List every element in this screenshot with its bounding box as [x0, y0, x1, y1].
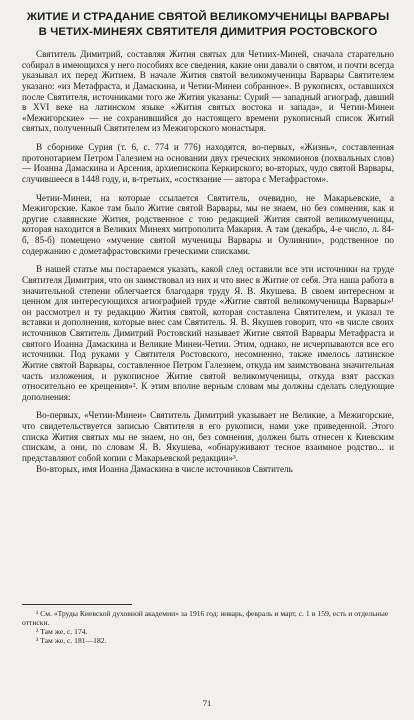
paragraph: Святитель Димитрий, составляя Жития святых для Четиих-Миней, сначала старательно собирал в имеющихся у него пособиях все сведения, какие они давали о святом, и почти всегда указывал их перед Житием. В начале Жития святой великомученицы Варвары Святителем указано: «из Метафраста, и Дамаскина, и Четии-Минеи собранное». В рукописях, оставшихся после Святителя, источниками того же Жития указаны: Сурий — западный агиограф, давший в XVI веке на латинском языке «Жития святых востока и запада», и Четии-Минеи «Межигорские» — не сохранившийся до настоящего времени рукописный список Житий святых, полученный Святителем из Межигорского монастыря.	[22, 49, 394, 134]
footnote: ³ Там же, с. 181—182.	[36, 636, 107, 645]
footnote-divider	[22, 604, 132, 605]
footnotes	[22, 604, 394, 645]
article-title	[22, 10, 394, 40]
paragraph: В сборнике Сурия (т. 6, с. 774 и 776) находятся, во-первых, «Жизнь», составленная протонотарием Петром Галезием на основании двух греческих энкомионов (похвальных слов) — Иоанна Дамаскина и Арсения, архиепископа Керкирского; во-вторых, чудо святой Варвары, случившееся в 1448 году, и, в-третьих, «состязание — автора с Метафрастом».	[22, 142, 394, 184]
article-body	[22, 49, 394, 474]
page-number: 71	[202, 698, 212, 708]
footnote: ² Там же, с. 174.	[36, 627, 88, 636]
paragraph: Во-первых, «Четии-Минеи» Святитель Димитрий указывает не Великие, а Межигорские, что свидетельствуется записью Святителя в его рукописи, нами уже приведенной. Этого списка Жития святых мы не знаем, но он, без сомнения, должен быть отнесен к Киевским спискам, а они, по словам Я. В. Якушева, «обнаруживают тесное взаимное родство... и представляют собой копии с Макарьевской редакции»³.	[22, 410, 394, 463]
title-line-2: В ЧЕТИХ-МИНЕЯХ СВЯТИТЕЛЯ ДИМИТРИЯ РОСТОВСКОГО	[38, 26, 378, 38]
footnote: ¹ См. «Труды Киевской духовной академии» за 1916 год: январь, февраль и март, с. 1 и 159, есть и отдельные оттиски.	[22, 609, 389, 627]
paragraph: Четии-Минеи, на которые ссылается Святитель, очевидно, не Макарьевские, а Межигорские. Какое там было Житие святой Варвары, мы не знаем, но без сомнения, как и другие славянские Жития, родственное с тою редакцией Жития святой великомученицы, которая находится в Великих Минеях митрополита Макария. А там (декабрь, 4-е число, л. 84-б, 85-б) помещено «мучение святой мученицы Варвары и Оулиянии», родственное по содержанию с дометафрастовскими греческими списками.	[22, 192, 394, 256]
paragraph: Во-вторых, имя Иоанна Дамаскина в числе источников Святитель	[36, 463, 293, 474]
title-line-1: ЖИТИЕ И СТРАДАНИЕ СВЯТОЙ ВЕЛИКОМУЧЕНИЦЫ ВАРВАРЫ	[26, 11, 390, 23]
paragraph: В нашей статье мы постараемся указать, какой след оставили все эти источники на труде Святителя Димитрия, что он заимствовал из них и что внес в Житие от себя. Эта наша работа в значительной степени облегчается благодаря труду Я. В. Якушева. В своем интересном и ценном для интересующихся агиографией труде «Житие святой великомученицы Варвары»¹ он рассмотрел и ту редакцию Жития святой, которая составлена Святителем, и указал те вставки и дополнения, которые внес сам Святитель. Я. В. Якушев говорит, что «в числе своих источников Святитель Димитрий Ростовский называет Житие святой Варвары Метафраста и святого Иоанна Дамаскина и Великие Минеи-Четии. Этим, однако, не исчерпываются все его источники. Под руками у Святителя Ростовского, несомненно, также имелось латинское Житие святой Варвары, составленное Петром Галезием, откуда им заимствована значительная часть изложения, и рукописное Житие святой великомученицы, откуда взят рассказ относительно ее крещения»². К этим вполне верным словам мы должны сделать следующие дополнения:	[22, 264, 394, 402]
